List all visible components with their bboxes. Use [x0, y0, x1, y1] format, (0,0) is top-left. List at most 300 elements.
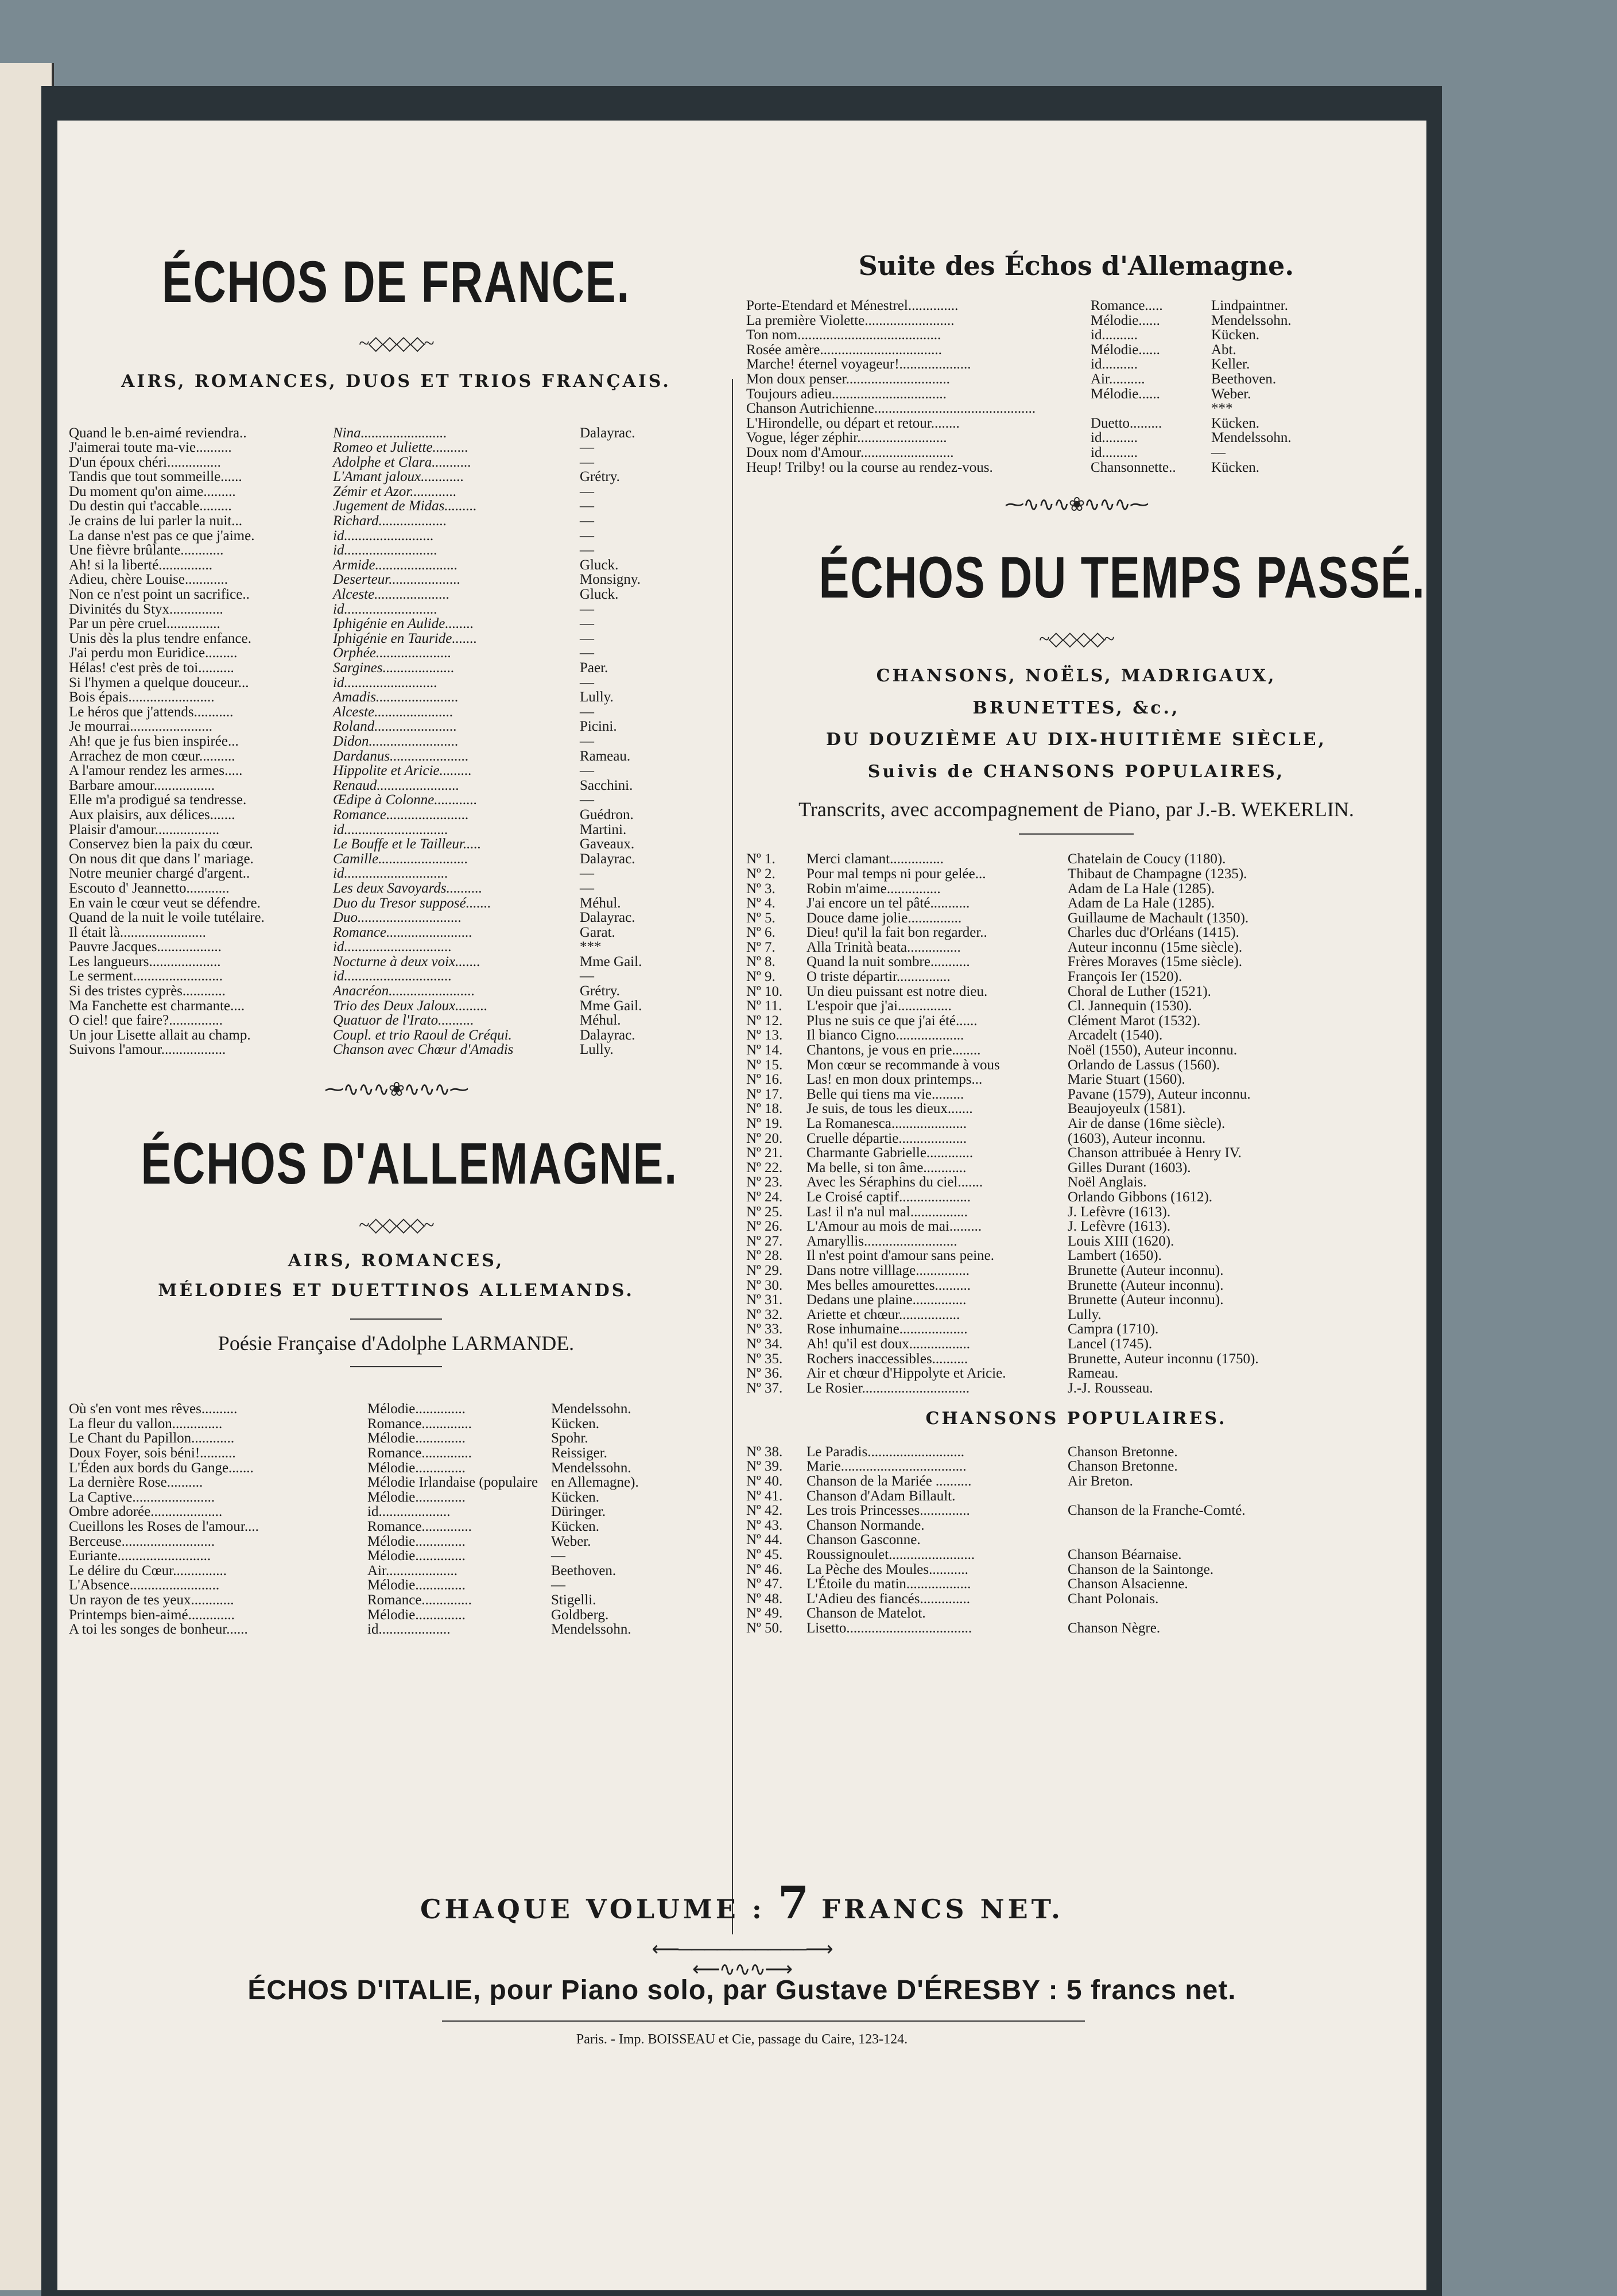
song-row [746, 401, 1406, 416]
song-row [69, 690, 723, 705]
song-type: id.......... [1091, 430, 1138, 446]
song-row [746, 1352, 1406, 1367]
composer-and-date: Clément Marot (1532). [1068, 1013, 1201, 1029]
composer: Weber. [551, 1533, 591, 1549]
song-number: Nº 18. [746, 1101, 783, 1117]
song-title: Porte-Etendard et Ménestrel.............. [746, 298, 959, 313]
source-work: Camille......................... [333, 851, 468, 867]
song-title: Las! en mon doux printemps... [806, 1072, 983, 1088]
source-work: Zémir et Azor............. [333, 483, 457, 499]
song-row [746, 1533, 1406, 1548]
song-number: Nº 45. [746, 1546, 783, 1562]
composer: Sacchini. [580, 777, 633, 793]
france-song-list [69, 426, 723, 1058]
song-title: Douce dame jolie............... [806, 910, 962, 926]
song-row [69, 793, 723, 808]
song-title: Ton nom........................................ [746, 327, 941, 343]
passe-subtitle-3: DU DOUZIÈME AU DIX-HUITIÈME SIÈCLE, [826, 730, 1327, 750]
composer-and-date: Campra (1710). [1068, 1321, 1159, 1337]
song-title: Ah! si la liberté............... [69, 557, 212, 573]
composer: Grétry. [580, 983, 620, 999]
song-title: Tandis que tout sommeille...... [69, 469, 242, 485]
song-row [69, 1622, 723, 1637]
song-title: Rochers inaccessibles.......... [806, 1351, 968, 1367]
song-row [746, 1474, 1406, 1489]
price-line [57, 1877, 1426, 1929]
composer: Mme Gail. [580, 953, 642, 969]
song-title: Chanson d'Adam Billault. [806, 1488, 956, 1504]
composer: Mme Gail. [580, 998, 642, 1014]
song-number: Nº 40. [746, 1473, 783, 1489]
chansons-populaires-list [746, 1445, 1406, 1636]
song-title: Marie................................... [806, 1459, 967, 1475]
song-title: Un dieu puissant est notre dieu. [806, 983, 988, 999]
song-title: Toujours adieu................................ [746, 386, 947, 402]
composer: Dalayrac. [580, 910, 635, 926]
source-work: Nina........................ [333, 425, 447, 441]
song-row [69, 514, 723, 529]
song-number: Nº 23. [746, 1174, 783, 1190]
song-title: Mon doux penser............................. [746, 371, 950, 387]
song-title: Dans notre villlage............... [806, 1262, 970, 1278]
composer-and-date: (1603), Auteur inconnu. [1068, 1130, 1206, 1146]
song-number: Nº 46. [746, 1561, 783, 1577]
song-row [746, 1308, 1406, 1322]
song-title: Il bianco Cigno................... [806, 1027, 964, 1044]
song-number: Nº 14. [746, 1042, 783, 1058]
song-number: Nº 17. [746, 1086, 783, 1102]
song-number: Nº 39. [746, 1459, 783, 1475]
right-column [746, 250, 1426, 1636]
composer-and-date: Cl. Jannequin (1530). [1068, 998, 1192, 1014]
song-row [746, 1366, 1406, 1381]
source-work: Iphigénie en Tauride....... [333, 630, 478, 646]
song-title: Adieu, chère Louise............ [69, 572, 228, 588]
song-title: Chanson de Matelot. [806, 1605, 926, 1622]
suite-song-list [746, 298, 1406, 475]
composer: Mendelssohn. [1211, 430, 1292, 446]
song-title: A toi les songes de bonheur...... [69, 1622, 248, 1638]
song-row [69, 1564, 723, 1578]
song-number: Nº 2. [746, 866, 775, 882]
song-title: Je mourrai....................... [69, 719, 212, 735]
song-title: Une fièvre brûlante............ [69, 542, 224, 559]
song-title: Plaisir d'amour.................. [69, 821, 220, 837]
song-title: L'Absence......................... [69, 1577, 220, 1593]
song-number: Nº 26. [746, 1219, 783, 1235]
song-title: Unis dès la plus tendre enfance. [69, 630, 251, 646]
composer-and-date: Brunette (Auteur inconnu). [1068, 1262, 1224, 1278]
song-row [746, 1248, 1406, 1263]
left-column [69, 249, 723, 1638]
song-row [69, 881, 723, 896]
song-row [69, 778, 723, 793]
song-row [69, 1461, 723, 1476]
song-row [69, 896, 723, 911]
song-title: Cruelle départie................... [806, 1130, 967, 1146]
song-number: Nº 5. [746, 910, 775, 926]
song-row [746, 1043, 1406, 1058]
source-work: Trio des Deux Jaloux......... [333, 998, 488, 1014]
song-number: Nº 29. [746, 1262, 783, 1278]
song-type: Duetto......... [1091, 415, 1162, 431]
song-title: O triste départir............... [806, 969, 951, 985]
composer: — [580, 763, 594, 779]
song-type: Chansonnette.. [1091, 459, 1176, 475]
song-row [746, 896, 1406, 911]
song-type: Air.......... [1091, 371, 1145, 387]
composer: — [580, 792, 594, 808]
composer: Lully. [580, 1042, 614, 1058]
song-type: Romance..... [1091, 298, 1163, 313]
song-title: Le Croisé captif.................... [806, 1189, 971, 1205]
song-row [746, 999, 1406, 1014]
france-subtitle: AIRS, ROMANCES, DUOS ET TRIOS FRANÇAIS. [121, 371, 671, 391]
composer-and-date: Marie Stuart (1560). [1068, 1072, 1185, 1088]
song-row [746, 1518, 1406, 1533]
song-title: Pauvre Jacques.................. [69, 939, 222, 955]
composer: — [580, 542, 594, 559]
composer: en Allemagne). [551, 1475, 639, 1491]
song-title: Charmante Gabrielle............. [806, 1145, 974, 1161]
composer-and-date: Arcadelt (1540). [1068, 1027, 1163, 1044]
song-number: Nº 19. [746, 1116, 783, 1131]
song-row [746, 1058, 1406, 1073]
song-title: Mon cœur se recommande à vous [806, 1057, 1000, 1073]
song-number: Nº 34. [746, 1336, 783, 1352]
composer-and-date: Gilles Durant (1603). [1068, 1159, 1191, 1176]
song-title: Ah! que je fus bien inspirée... [69, 733, 239, 749]
song-row [746, 1131, 1406, 1146]
song-title: Notre meunier chargé d'argent.. [69, 866, 250, 882]
allemagne-subtitle-1: AIRS, ROMANCES, [288, 1251, 505, 1271]
song-title: O ciel! que faire?............... [69, 1013, 223, 1029]
source-work: Duo............................. [333, 910, 462, 926]
source-work: Armide....................... [333, 557, 458, 573]
song-row [69, 1578, 723, 1593]
song-row [746, 313, 1406, 328]
song-row [69, 1431, 723, 1446]
song-title: Un jour Lisette allait au champ. [69, 1027, 251, 1043]
song-row [746, 1562, 1406, 1577]
source-work: Hippolite et Aricie......... [333, 763, 472, 779]
song-type: id.......... [1091, 356, 1138, 373]
song-title: D'un époux chéri............... [69, 454, 221, 470]
composer: Picini. [580, 719, 617, 735]
song-title: Roussignoulet........................ [806, 1546, 975, 1562]
song-title: Quand de la nuit le voile tutélaire. [69, 910, 265, 926]
song-title: Alla Trinità beata............... [806, 939, 961, 955]
price-unit: FRANCS NET. [821, 1894, 1064, 1925]
source-work: L'Amant jaloux............ [333, 469, 464, 485]
song-number: Nº 47. [746, 1576, 783, 1592]
song-row [69, 440, 723, 455]
song-row [69, 646, 723, 661]
composer-and-date: Brunette, Auteur inconnu (1750). [1068, 1351, 1259, 1367]
composer-and-date: J. Lefèvre (1613). [1068, 1219, 1171, 1235]
source-work: Nocturne à deux voix....... [333, 953, 480, 969]
composer: Kücken. [1211, 459, 1259, 475]
song-row [69, 925, 723, 940]
composer-and-date: Air de danse (16me siècle). [1068, 1116, 1226, 1131]
song-number: Nº 48. [746, 1591, 783, 1607]
composer-and-date: Lambert (1650). [1068, 1248, 1162, 1264]
song-row [69, 1490, 723, 1505]
source-work: Dardanus...................... [333, 748, 469, 764]
echos-de-france-title: ÉCHOS DE FRANCE. [161, 249, 631, 315]
source-work: Alceste...................... [333, 704, 453, 720]
composer: — [580, 866, 594, 882]
song-row [746, 1116, 1406, 1131]
song-title: Le délire du Cœur............... [69, 1562, 227, 1578]
song-type: id.......... [1091, 444, 1138, 460]
song-row [69, 499, 723, 514]
song-title: Ariette et chœur................. [806, 1306, 960, 1322]
song-title: Ah! qu'il est doux................. [806, 1336, 971, 1352]
song-title: En vain le cœur veut se défendre. [69, 895, 261, 911]
song-number: Nº 6. [746, 925, 775, 941]
song-title: Escouto d' Jeannetto............ [69, 880, 230, 896]
song-origin: Air Breton. [1068, 1473, 1133, 1489]
song-title: On nous dit que dans l' mariage. [69, 851, 254, 867]
composer: Düringer. [551, 1504, 606, 1520]
song-title: Pour mal temps ni pour gelée... [806, 866, 986, 882]
composer: Mendelssohn. [551, 1460, 631, 1476]
song-title: L'Étoile du matin.................. [806, 1576, 971, 1592]
source-work: Le Bouffe et le Tailleur..... [333, 836, 482, 852]
composer: — [580, 498, 594, 514]
song-row [69, 470, 723, 484]
composer-and-date: Adam de La Hale (1285). [1068, 895, 1215, 912]
song-title: Chantons, je vous en prie........ [806, 1042, 981, 1058]
song-number: Nº 36. [746, 1366, 783, 1382]
song-row [746, 1190, 1406, 1205]
song-type: Romance.............. [367, 1592, 472, 1608]
song-row [69, 676, 723, 691]
song-title: Air et chœur d'Hippolyte et Aricie. [806, 1366, 1006, 1382]
song-title: Quand le b.en-aimé reviendra.. [69, 425, 247, 441]
song-row [746, 1219, 1406, 1234]
song-title: La Captive....................... [69, 1489, 215, 1505]
song-title: Où s'en vont mes rêves.......... [69, 1401, 238, 1417]
song-row [746, 1175, 1406, 1190]
song-row [69, 602, 723, 617]
song-row [69, 719, 723, 734]
song-number: Nº 20. [746, 1130, 783, 1146]
song-title: L'Éden aux bords du Gange....... [69, 1460, 254, 1476]
source-work: id......................... [333, 528, 434, 544]
song-type: Mélodie.............. [367, 1548, 466, 1564]
song-row [746, 969, 1406, 984]
source-work: id.......................... [333, 674, 437, 691]
source-work: Richard................... [333, 513, 447, 529]
song-number: Nº 10. [746, 983, 783, 999]
song-row [69, 572, 723, 587]
composer: Dalayrac. [580, 1027, 635, 1043]
song-row [69, 529, 723, 544]
song-title: Belle qui tiens ma vie......... [806, 1086, 964, 1102]
song-row [746, 867, 1406, 882]
song-title: Chanson Autrichienne............................................. [746, 401, 1036, 417]
song-number: Nº 30. [746, 1277, 783, 1293]
song-number: Nº 42. [746, 1503, 783, 1519]
song-origin: Chanson Nègre. [1068, 1620, 1161, 1636]
song-type: Mélodie.............. [367, 1607, 466, 1623]
source-work: id.......................... [333, 601, 437, 617]
source-work: Deserteur.................... [333, 572, 461, 588]
song-row [69, 837, 723, 852]
song-type: Mélodie...... [1091, 386, 1160, 402]
song-number: Nº 31. [746, 1292, 783, 1308]
composer-and-date: Pavane (1579), Auteur inconnu. [1068, 1086, 1251, 1102]
song-number: Nº 7. [746, 939, 775, 955]
chansons-populaires-title: CHANSONS POPULAIRES. [925, 1409, 1227, 1429]
song-title: Barbare amour................. [69, 777, 215, 793]
song-row [746, 1072, 1406, 1087]
footer-flourish: ⟵∿∿∿⟶ [692, 1959, 792, 1980]
song-number: Nº 22. [746, 1159, 783, 1176]
composer: — [580, 440, 594, 456]
song-row [69, 426, 723, 441]
composer: Keller. [1211, 356, 1250, 373]
song-number: Nº 50. [746, 1620, 783, 1636]
source-work: id.............................. [333, 968, 452, 984]
composer: Goldberg. [551, 1607, 609, 1623]
song-row [746, 372, 1406, 387]
song-title: Aux plaisirs, aux délices....... [69, 806, 235, 823]
song-row [69, 1504, 723, 1519]
composer-and-date: Thibaut de Champagne (1235). [1068, 866, 1247, 882]
song-row [746, 1205, 1406, 1220]
composer-and-date: Brunette (Auteur inconnu). [1068, 1292, 1224, 1308]
song-row [746, 1028, 1406, 1043]
song-row [746, 1381, 1406, 1396]
song-row [69, 734, 723, 749]
song-title: Non ce n'est point un sacrifice.. [69, 587, 250, 603]
composer-and-date: Auteur inconnu (15me siècle). [1068, 939, 1243, 955]
song-row [69, 955, 723, 969]
song-row [69, 763, 723, 778]
composer: Mendelssohn. [551, 1401, 631, 1417]
song-title: J'ai encore un tel pâté........... [806, 895, 970, 912]
source-work: Quatuor de l'Irato.......... [333, 1013, 474, 1029]
song-row [746, 328, 1406, 343]
song-title: Le Paradis........................... [806, 1444, 964, 1460]
song-number: Nº 13. [746, 1027, 783, 1044]
song-row [69, 1608, 723, 1623]
song-title: Si l'hymen a quelque douceur... [69, 674, 249, 691]
composer: — [580, 630, 594, 646]
composer-and-date: Adam de La Hale (1285). [1068, 881, 1215, 897]
song-row [746, 1606, 1406, 1621]
composer: Martini. [580, 821, 627, 837]
suite-allemagne-title: Suite des Échos d'Allemagne. [858, 250, 1294, 281]
ornament: ~◇◇◇◇~ [359, 333, 433, 354]
song-title: Marche! éternel voyageur!.................... [746, 356, 971, 373]
song-row [69, 866, 723, 881]
composer: Mendelssohn. [1211, 312, 1292, 328]
source-work: Sargines.................... [333, 660, 455, 676]
song-title: L'espoir que j'ai............... [806, 998, 952, 1014]
echos-allemagne-title: ÉCHOS D'ALLEMAGNE. [141, 1131, 678, 1197]
composer: — [580, 968, 594, 984]
song-row [69, 1402, 723, 1417]
composer-and-date: Beaujoyeulx (1581). [1068, 1101, 1186, 1117]
song-number: Nº 38. [746, 1444, 783, 1460]
composer: Gluck. [580, 557, 619, 573]
song-row [69, 1549, 723, 1564]
song-number: Nº 43. [746, 1517, 783, 1533]
song-title: Ma Fanchette est charmante.... [69, 998, 245, 1014]
composer-and-date: Noël Anglais. [1068, 1174, 1147, 1190]
song-title: Les trois Princesses.............. [806, 1503, 970, 1519]
short-rule [350, 1318, 442, 1320]
song-type: Mélodie.............. [367, 1430, 466, 1446]
song-title: Je suis, de tous les dieux....... [806, 1101, 973, 1117]
composer-and-date: Rameau. [1068, 1366, 1119, 1382]
source-work: id............................. [333, 866, 448, 882]
poet-credit: Poésie Française d'Adolphe LARMANDE. [218, 1332, 575, 1355]
song-title: La fleur du vallon.............. [69, 1415, 223, 1432]
passe-subtitle-4: Suivis de CHANSONS POPULAIRES, [867, 761, 1285, 782]
passe-subtitle-2: BRUNETTES, &c., [972, 697, 1180, 718]
song-number: Nº 35. [746, 1351, 783, 1367]
composer-and-date: Charles duc d'Orléans (1415). [1068, 925, 1239, 941]
song-title: Les langueurs.................... [69, 953, 221, 969]
source-work: Didon......................... [333, 733, 459, 749]
song-row [746, 925, 1406, 940]
song-type: Mélodie.............. [367, 1489, 466, 1505]
song-type: id.......... [1091, 327, 1138, 343]
source-work: Anacréon........................ [333, 983, 475, 999]
song-title: Bois épais........................ [69, 689, 215, 705]
composer-and-date: J. Lefèvre (1613). [1068, 1204, 1171, 1220]
song-title: Avec les Séraphins du ciel....... [806, 1174, 983, 1190]
song-title: Merci clamant............... [806, 851, 944, 867]
song-row [69, 616, 723, 631]
source-work: Coupl. et trio Raoul de Créqui. [333, 1027, 512, 1043]
song-title: Il n'est point d'amour sans peine. [806, 1248, 995, 1264]
song-row [69, 910, 723, 925]
song-title: Chanson Normande. [806, 1517, 925, 1533]
song-number: Nº 8. [746, 954, 775, 970]
transcription-credit: Transcrits, avec accompagnement de Piano, par J.-B. WEKERLIN. [798, 798, 1354, 821]
song-number: Nº 21. [746, 1145, 783, 1161]
song-row [746, 1263, 1406, 1278]
song-type: id.................... [367, 1622, 451, 1638]
song-title: Elle m'a prodigué sa tendresse. [69, 792, 247, 808]
source-work: Duo du Tresor supposé....... [333, 895, 491, 911]
song-type: Mélodie.............. [367, 1460, 466, 1476]
song-title: A l'amour rendez les armes..... [69, 763, 243, 779]
song-row [69, 1519, 723, 1534]
song-title: Conservez bien la paix du cœur. [69, 836, 253, 852]
composer: Rameau. [580, 748, 631, 764]
composer: Gluck. [580, 587, 619, 603]
song-origin: Chanson Bretonne. [1068, 1459, 1178, 1475]
allemagne-subtitle-2: MÉLODIES ET DUETTINOS ALLEMANDS. [158, 1280, 634, 1301]
price-label: CHAQUE VOLUME : [420, 1894, 765, 1925]
song-title: L'Adieu des fiancés.............. [806, 1591, 970, 1607]
composer: Dalayrac. [580, 425, 635, 441]
composer-and-date: Chanson attribuée à Henry IV. [1068, 1145, 1242, 1161]
composer: — [580, 674, 594, 691]
song-title: Robin m'aime............... [806, 881, 941, 897]
song-number: Nº 3. [746, 881, 775, 897]
song-row [69, 984, 723, 999]
song-title: Par un père cruel............... [69, 616, 220, 632]
song-title: Las! il n'a nul mal................ [806, 1204, 968, 1220]
